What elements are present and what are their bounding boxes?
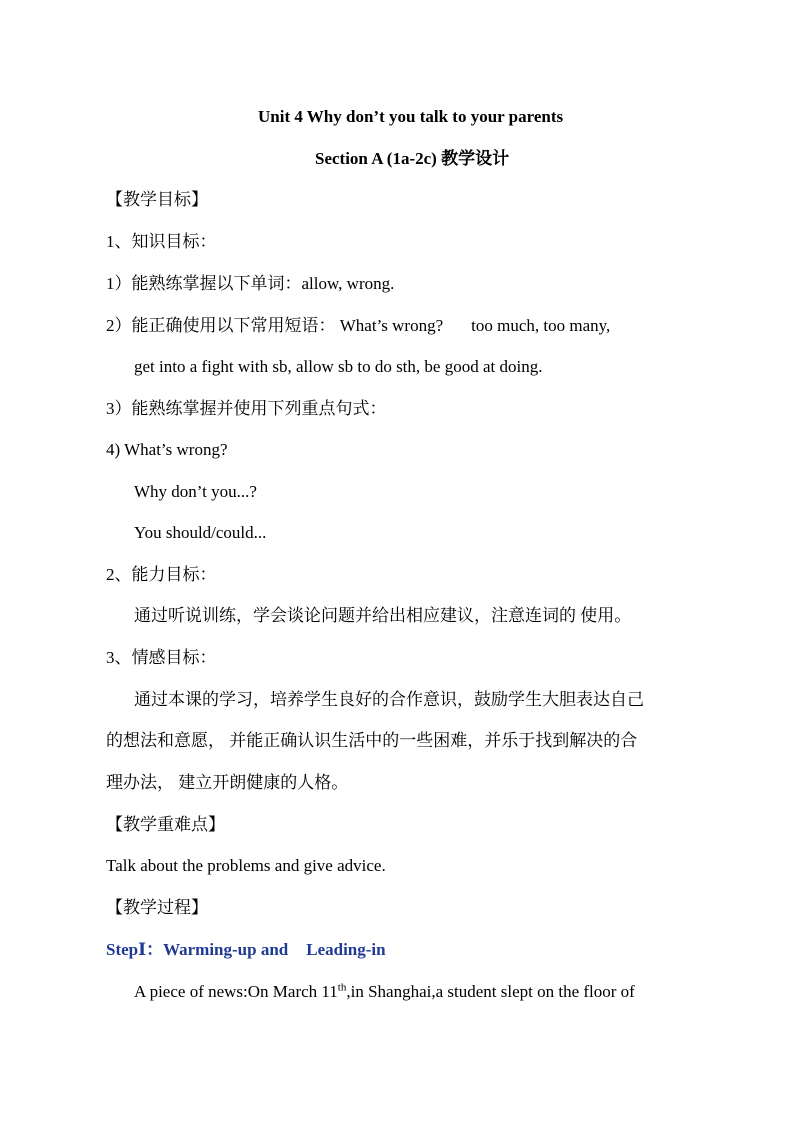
emotion-heading: 3、情感目标： <box>106 648 217 667</box>
section-heading-objectives: 【教学目标】 <box>106 190 208 209</box>
section-heading-keypoints: 【教学重难点】 <box>106 815 225 834</box>
section-heading-process: 【教学过程】 <box>106 898 208 917</box>
knowledge-item-2-part-b: too much, too many, <box>471 316 611 335</box>
sentence-pattern-3: You should/could... <box>134 523 267 542</box>
knowledge-heading: 1、知识目标： <box>106 232 217 251</box>
news-paragraph-line-1 <box>134 982 635 1002</box>
knowledge-item-2-continued: get into a fight with sb, allow sb to do sth, be good at doing. <box>134 357 543 376</box>
ability-text: 通过听说训练，学会谈论问题并给出相应建议，注意连词的 使用。 <box>134 606 632 625</box>
document-title: Unit 4 Why don’t you talk to your parents <box>258 107 564 126</box>
step-1-heading-part-b: Leading-in <box>306 940 386 959</box>
news-text-b: ,in Shanghai,a student slept on the floor of <box>346 982 635 1001</box>
knowledge-item-1: 1）能熟练掌握以下单词：allow, wrong. <box>106 274 395 293</box>
step-1-heading <box>106 940 386 960</box>
knowledge-item-4: 4) What’s wrong? <box>106 440 228 459</box>
emotion-paragraph-line-1: 通过本课的学习，培养学生良好的合作意识，鼓励学生大胆表达自己 <box>134 690 644 709</box>
keypoints-text: Talk about the problems and give advice. <box>106 856 386 875</box>
news-text-a: A piece of news:On March 11 <box>134 982 338 1001</box>
news-superscript: th <box>337 981 347 994</box>
document-subtitle: Section A (1a-2c) 教学设计 <box>315 149 510 168</box>
emotion-paragraph-line-3: 理办法， 建立开朗健康的人格。 <box>106 773 349 792</box>
knowledge-item-3: 3）能熟练掌握并使用下列重点句式： <box>106 399 387 418</box>
knowledge-item-2 <box>106 316 610 336</box>
sentence-pattern-2: Why don’t you...? <box>134 482 257 501</box>
emotion-paragraph-line-2: 的想法和意愿， 并能正确认识生活中的一些困难，并乐于找到解决的合 <box>106 731 638 750</box>
knowledge-item-2-part-a: 2）能正确使用以下常用短语： What’s wrong? <box>106 316 444 335</box>
step-1-heading-part-a: StepⅠ：Warming-up and <box>106 940 289 959</box>
ability-heading: 2、能力目标： <box>106 565 217 584</box>
